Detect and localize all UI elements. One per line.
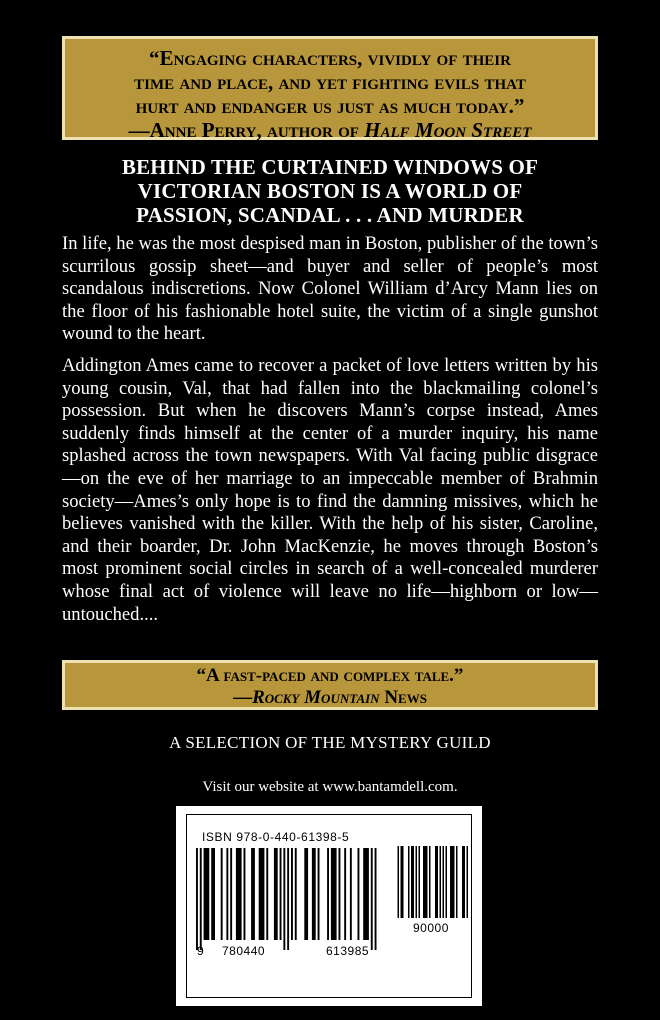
barcode-bar: [287, 848, 289, 950]
top-review-quote-box: [62, 36, 598, 140]
addon-bar: [408, 846, 410, 918]
barcode-bar: [274, 848, 278, 940]
barcode-bar: [344, 848, 346, 940]
barcode-bar: [244, 848, 246, 940]
barcode-bar: [196, 848, 198, 950]
top-quote-line-2: time and place, and yet fighting evils that: [134, 70, 526, 94]
barcode-bar: [318, 848, 320, 940]
middle-review-quote-box: [62, 660, 598, 710]
barcode-bar: [339, 848, 341, 940]
top-quote-line-1: [65, 46, 595, 70]
addon-barcode-bars: [398, 846, 469, 918]
attribution-author: nne Perry, author of: [164, 118, 365, 142]
addon-bar: [467, 846, 469, 918]
headline-line-3: PASSION, SCANDAL . . . AND MURDER: [136, 203, 524, 227]
barcode-bar: [327, 848, 329, 940]
isbn-label: ISBN 978-0-440-61398-5: [202, 830, 350, 844]
barcode-bar: [363, 848, 369, 940]
mid-attribution-dash: —: [233, 687, 253, 708]
ean13-barcode-bars: [196, 848, 377, 950]
barcode-bar: [331, 848, 337, 940]
addon-bar: [423, 846, 428, 918]
addon-bar: [411, 846, 414, 918]
mid-quote-attribution: [65, 687, 595, 709]
publisher-website-line: Visit our website at www.bantamdell.com.: [202, 779, 458, 795]
barcode-bar: [304, 848, 308, 940]
addon-bar: [401, 846, 404, 918]
addon-bar: [456, 846, 458, 918]
barcode-bar: [204, 848, 210, 940]
barcode-bar: [375, 848, 377, 950]
headline-line-2: VICTORIAN BOSTON IS A WORLD OF: [137, 179, 523, 203]
mid-attribution-source-italic: Rocky Mountain: [252, 687, 380, 708]
barcode-bar: [226, 848, 228, 940]
top-quote-open: “E: [149, 46, 174, 70]
addon-bar: [462, 846, 465, 918]
mid-attribution-source: News: [379, 687, 427, 708]
barcode-bar: [200, 848, 202, 950]
addon-bar: [446, 846, 448, 918]
barcode-bar: [291, 848, 293, 940]
addon-bar: [435, 846, 438, 918]
synopsis-paragraph-2: Addington Ames came to recover a packet of love letters written by his young cousin, Val, that had fallen into the blackmailing colonel’s possession. But when he discovers Mann’s corpse instead, Ames suddenly finds himself at the center of a murder inquiry, his name splashed across the town newspapers. With Val facing public disgrace—on the eve of her marriage to an impeccable member of Brahmin society—Ames’s only hope is to find the damning missives, which he believes vanished with the killer. With the help of his sister, Caroline, and their boarder, Dr. John MacKenzie, he moves through Boston’s most prominent social circles in search of a well-concealed murderer whose final act of violence will leave no life—highborn or low—untouched....: [62, 355, 598, 625]
barcode-bar: [230, 848, 232, 940]
headline-line-1: BEHIND THE CURTAINED WINDOWS OF: [121, 155, 539, 179]
barcode-lead-digit: 9: [197, 944, 205, 958]
barcode-bar: [371, 848, 373, 950]
addon-bar: [443, 846, 445, 918]
barcode-bar: [211, 848, 215, 940]
addon-bar: [450, 846, 455, 918]
barcode-addon-digits: 90000: [413, 921, 449, 935]
mid-quote-text: [65, 665, 595, 687]
mid-quote-body: fast-paced and complex tale.”: [223, 665, 464, 686]
barcode-bar: [358, 848, 360, 940]
barcode-panel: [176, 806, 482, 1006]
barcode-bar: [236, 848, 242, 940]
barcode-bar: [350, 848, 352, 940]
addon-bar: [440, 846, 442, 918]
barcode-bar: [266, 848, 268, 940]
attribution-dash: —A: [128, 118, 165, 142]
addon-bar: [419, 846, 421, 918]
barcode-bar: [295, 848, 297, 940]
barcode-bar: [221, 848, 223, 940]
barcode-right-digits: 613985: [326, 944, 370, 958]
addon-bar: [429, 846, 431, 918]
addon-bar: [416, 846, 418, 918]
mid-quote-open: “A: [196, 665, 224, 686]
headline: [40, 155, 620, 227]
barcode-bar: [312, 848, 316, 940]
top-quote-line-3: hurt and endanger us just as much today.”: [135, 94, 525, 118]
barcode-bar: [283, 848, 285, 950]
barcode-bar: [259, 848, 265, 940]
barcode-left-digits: 780440: [222, 944, 266, 958]
top-quote-line-1-text: ngaging characters, vividly of their: [173, 46, 511, 70]
top-quote-attribution: [65, 118, 595, 142]
barcode-bar: [280, 848, 282, 940]
addon-bar: [398, 846, 400, 918]
synopsis-paragraph-1: In life, he was the most despised man in Boston, publisher of the town’s scurrilous gossip sheet—and buyer and seller of people’s most scandalous indiscretions. Now Colonel William d’Arcy Mann lies on the floor of his fashionable hotel suite, the victim of a single gunshot wound to the heart.: [62, 233, 598, 345]
barcode-graphic: [176, 806, 482, 1006]
barcode-bar: [251, 848, 255, 940]
attribution-book-title: Half Moon Street: [364, 118, 532, 142]
mystery-guild-selection: A SELECTION OF THE MYSTERY GUILD: [169, 733, 491, 752]
